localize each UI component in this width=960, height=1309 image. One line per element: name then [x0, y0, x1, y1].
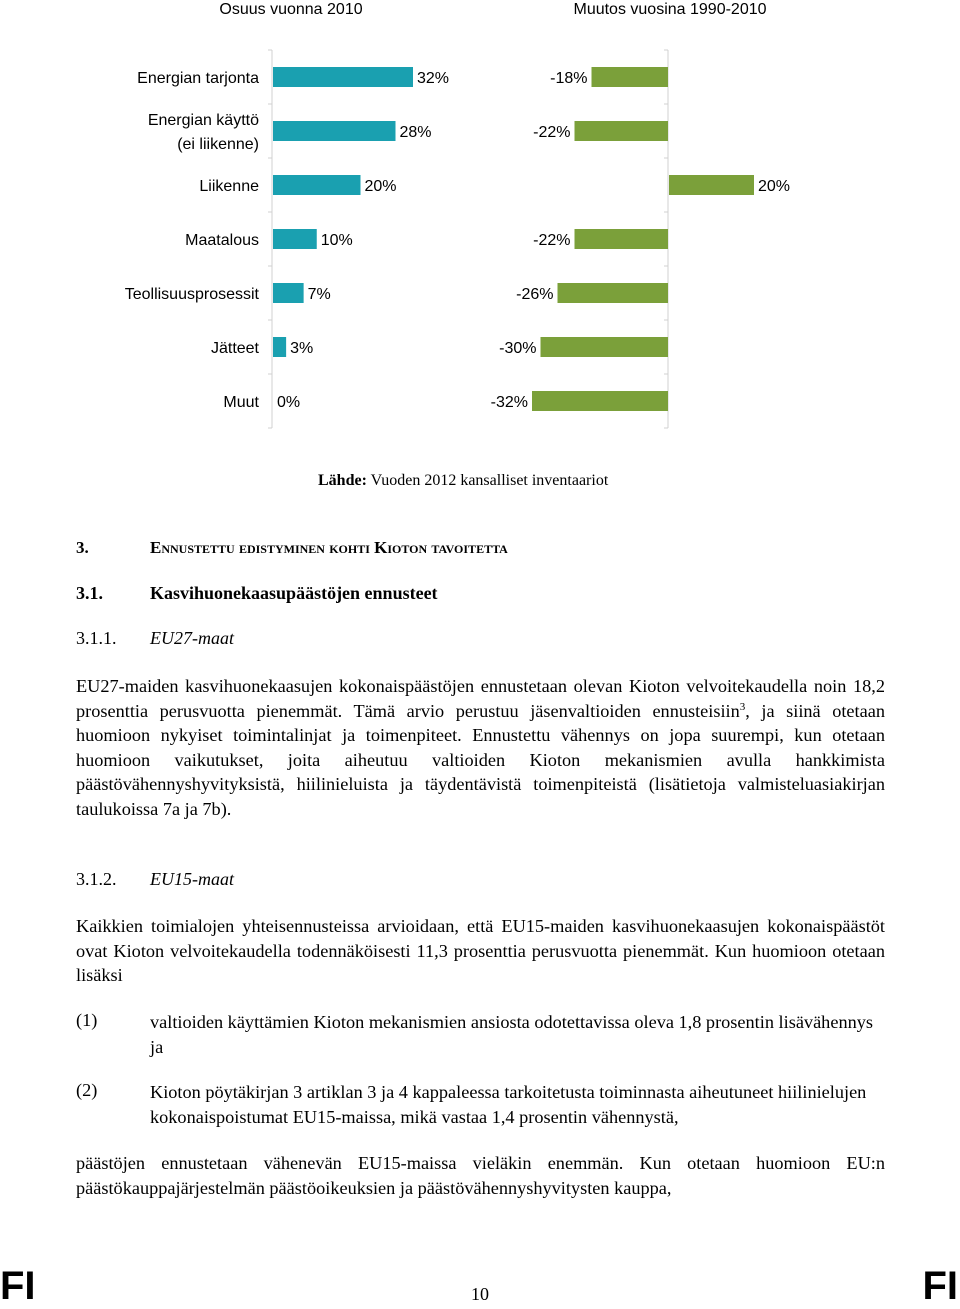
share-value-label: 28%: [399, 124, 432, 141]
change-value-label: -22%: [533, 232, 571, 249]
category-label: (ei liikenne): [177, 136, 259, 153]
section-3-1-2-title: EU15-maat: [150, 869, 234, 889]
change-bars: [491, 67, 790, 411]
category-label: Energian tarjonta: [137, 70, 259, 87]
change-value-label: -30%: [499, 340, 537, 357]
section-3-1-title: Kasvihuonekaasupäästöjen ennusteet: [150, 583, 438, 603]
category-label: Maatalous: [185, 232, 259, 249]
share-bar: [273, 337, 286, 357]
share-bars: [273, 67, 449, 411]
share-value-label: 32%: [417, 70, 450, 87]
change-bar: [532, 391, 668, 411]
share-bar: [273, 67, 413, 87]
change-value-label: -32%: [490, 394, 528, 411]
change-bar: [575, 121, 669, 141]
change-value-label: -18%: [550, 70, 588, 87]
change-bar: [669, 175, 754, 195]
chart-title-share-2010: Osuus vuonna 2010: [219, 1, 363, 18]
category-label: Muut: [223, 394, 259, 411]
category-label: Teollisuusprosessit: [124, 286, 259, 303]
change-bar: [592, 67, 669, 87]
change-bar: [541, 337, 669, 357]
footer-language-right: FI: [922, 1264, 958, 1308]
share-value-label: 3%: [290, 340, 314, 357]
section-3-1-1-title: EU27-maat: [150, 628, 234, 648]
paragraph-eu15: Kaikkien toimialojen yhteisennusteissa arvioidaan, että EU15-maiden kasvihuonekaasujen kokonaispäästöt ovat Kioton velvoitekaudella todennäköisesti 11,3 prosenttia perusvuotta pienemmät. Kun huomioon otetaan lisäksi: [76, 916, 885, 986]
change-value-label: -26%: [516, 286, 554, 303]
share-bar: [273, 175, 361, 195]
paragraph-continuation: päästöjen ennustetaan vähenevän EU15-maissa vieläkin enemmän. Kun otetaan huomioon EU:n päästökauppajärjestelmän päästöoikeuksien ja päästövähennyshyvitysten kauppa,: [76, 1153, 885, 1198]
share-value-label: 7%: [307, 286, 331, 303]
share-value-label: 10%: [320, 232, 353, 249]
share-value-label: 0%: [277, 394, 301, 411]
change-bar: [575, 229, 669, 249]
share-bar: [273, 229, 317, 249]
share-value-label: 20%: [364, 178, 397, 195]
sector-emissions-chart: [0, 0, 960, 440]
change-bar: [558, 283, 669, 303]
footer-language-left: FI: [0, 1264, 36, 1308]
change-value-label: 20%: [758, 178, 791, 195]
category-label: Energian käyttö: [147, 112, 259, 129]
section-3-title: Ennustettu edistyminen kohti Kioton tavoitetta: [150, 538, 508, 557]
chart-source: Lähde: Vuoden 2012 kansalliset inventaariot: [318, 472, 609, 489]
chart-title-change-1990-2010: Muutos vuosina 1990-2010: [573, 1, 767, 18]
share-bar: [273, 121, 396, 141]
category-labels: [125, 70, 260, 411]
page-number: 10: [471, 1284, 489, 1304]
paragraph-eu27: EU27-maiden kasvihuonekaasujen kokonaispäästöjen ennustetaan olevan Kioton velvoitekaudella noin 18,2 prosenttia perusvuotta pienemmät. Tämä arvio perustuu jäsenvaltioiden ennusteisiin$^3$, ja siinä otetaan huomioon nykyiset toimintalinjat ja toimenpiteet. Ennustettu vähennys on jopa suurempi, kun otetaan huomioon vaikutukset, joita aiheutuu valtioiden Kioton mekanismien avulla hankkimista päästövähennyshyvityksistä, hiilinieluista ja täydentävistä toimenpiteistä (lisätietoja valmisteluasiakirjan taulukoissa 7a ja 7b).: [76, 676, 885, 819]
category-label: Liikenne: [199, 178, 259, 195]
change-value-label: -22%: [533, 124, 571, 141]
category-label: Jätteet: [210, 340, 259, 357]
share-bar: [273, 283, 304, 303]
footnote-ref: 3: [739, 700, 746, 713]
